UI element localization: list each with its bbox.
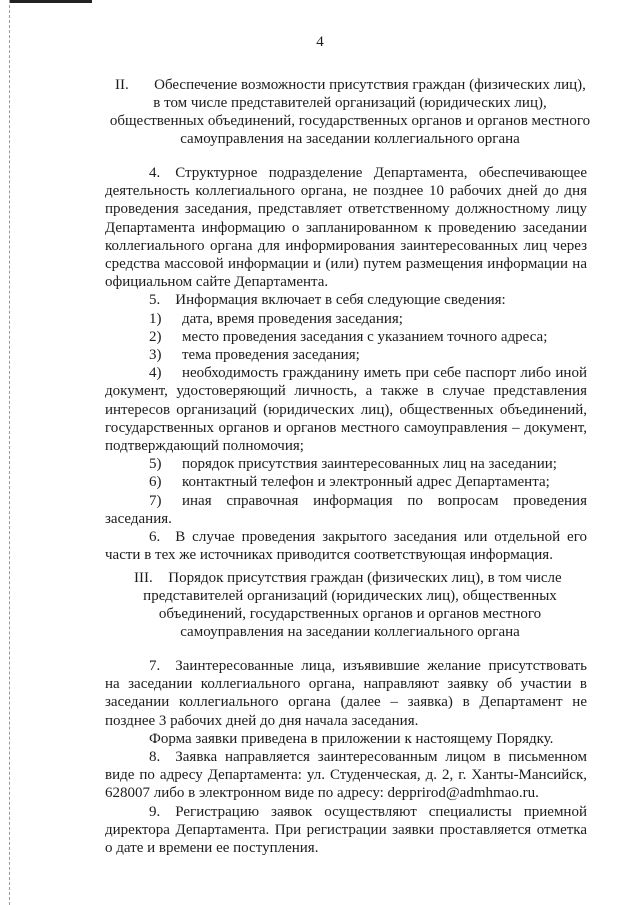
list-text: необходимость гражданину иметь при себе паспорт либо иной документ, удостоверяющий личность, а также в случае представления интересов организаций (юридических лиц), общественных объединений, государственных органов и органов местного самоуправления – документ, подтверждающий полномочия;: [105, 365, 587, 455]
section-2-title-line: [100, 76, 600, 94]
section-3-roman: III.: [134, 570, 153, 586]
paragraph-8: 8. Заявка направляется заинтересованным лицом в письменном виде по адресу Департамента: ул. Студенческая, д. 2, г. Ханты-Мансийск, 628007 либо в электронном виде по адресу: depprirod@admhmao.ru.: [105, 749, 587, 802]
section-2-title-line-1: Обеспечение возможности присутствия граждан (физических лиц),: [154, 77, 586, 93]
section-3-title-line-1: Порядок присутствия граждан (физических лиц), в том числе: [168, 570, 562, 586]
list-number: 2): [149, 328, 162, 345]
scan-left-edge: [9, 0, 10, 905]
list-text: дата, время проведения заседания;: [182, 310, 403, 327]
list-item-7: [105, 492, 587, 528]
list-item-3: [105, 346, 587, 364]
list-text: место проведения заседания с указанием точного адреса;: [182, 328, 548, 345]
section-2-body: [105, 164, 587, 564]
section-3-title-line-2: представителей организаций (юридических лиц), общественных: [143, 588, 557, 604]
list-number: 3): [149, 347, 162, 364]
paragraph-form-note: Форма заявки приведена в приложении к настоящему Порядку.: [149, 730, 554, 747]
list-item-1: [105, 310, 587, 328]
section-2-title-line-2: в том числе представителей организаций (юридических лиц),: [153, 95, 547, 111]
scan-top-rule: [10, 0, 92, 3]
section-3-title-line: [100, 569, 600, 587]
paragraph-9: 9. Регистрацию заявок осуществляют специалисты приемной директора Департамента. При регистрации заявки проставляется отметка о дате и времени ее поступления.: [105, 803, 587, 857]
list-item-6: [105, 473, 587, 491]
list-number: 5): [149, 456, 162, 473]
list-number: 4): [149, 365, 162, 382]
section-3-body: [105, 657, 587, 857]
list-text: порядок присутствия заинтересованных лиц на заседании;: [182, 456, 557, 473]
list-number: 1): [149, 310, 162, 327]
list-number: 7): [149, 492, 162, 509]
section-3-title-line-4: самоуправления на заседании коллегиального органа: [180, 624, 520, 640]
list-item-2: [105, 328, 587, 346]
list-item-4: [105, 364, 587, 455]
list-number: 6): [149, 474, 162, 491]
section-2-title-line-4: самоуправления на заседании коллегиального органа: [180, 131, 520, 147]
paragraph-4: 4. Структурное подразделение Департамента, обеспечивающее деятельность коллегиального органа, не позднее 10 рабочих дней до дня проведения заседания, представляет ответственному должностному лицу Департамента информацию о запланированном к проведению заседании коллегиального органа для информирования заинтересованных лиц через средства массовой информации и (или) путем размещения информации на официальном сайте Департамента.: [105, 165, 587, 291]
section-2-heading: [100, 76, 600, 148]
list-item-5: [105, 455, 587, 473]
paragraph-5: 5. Информация включает в себя следующие сведения:: [149, 292, 506, 309]
paragraph-6: 6. В случае проведения закрытого заседания или отдельной его части в тех же источниках приводится соответствующая информация.: [105, 529, 587, 564]
list-text: иная справочная информация по вопросам проведения заседания.: [105, 492, 587, 527]
page-number: 4: [316, 34, 324, 50]
section-2-roman: II.: [115, 77, 129, 93]
section-3-title-line-3: объединений, государственных органов и органов местного: [158, 606, 542, 622]
list-text: тема проведения заседания;: [182, 347, 360, 364]
paragraph-7: 7. Заинтересованные лица, изъявившие желание присутствовать на заседании коллегиального органа, направляют заявку об участии в заседании коллегиального органа (далее – заявка) в Департамент не позднее 3 рабочих дней до дня начала заседания.: [105, 658, 587, 729]
section-3-heading: [100, 569, 600, 641]
list-text: контактный телефон и электронный адрес Департамента;: [182, 474, 550, 491]
section-2-title-line-3: общественных объединений, государственных органов и органов местного: [109, 113, 591, 129]
